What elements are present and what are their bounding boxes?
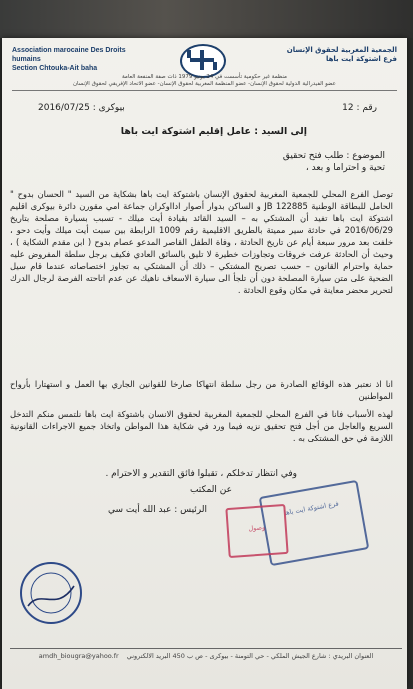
arrival-stamp-red <box>225 504 288 558</box>
association-stamp-circle <box>16 558 86 628</box>
stamp-red-text: وصول <box>248 523 266 533</box>
letter-page <box>2 38 407 689</box>
logo-bar <box>213 62 217 70</box>
header-affiliations <box>12 74 397 91</box>
president-line: الرئيس : عبد الله أيت سي <box>108 505 207 515</box>
background-strip <box>0 0 413 38</box>
header-ar-name: الجمعية المغربية لحقوق الإنسان <box>286 46 397 54</box>
letter-number: رقم : 12 <box>342 103 377 113</box>
greeting: تحية و احتراما و بعد ، <box>305 163 385 173</box>
header-line-2: عضو الفيدرالية الدولية لحقوق الإنسان- عضو المنظمة المغربية لحقوق الإنسان- عضو الاتحاد الإفريقي لحقوق الإنسان <box>73 81 336 87</box>
logo-bar <box>190 58 214 62</box>
header-fr-section: Section Chtouka-Ait baha <box>12 65 98 72</box>
subject-line: الموضوع : طلب فتح تحقيق <box>282 151 385 161</box>
header-fr-name: Association marocaine Des Droits humains <box>12 47 126 63</box>
body-paragraph-2: انا اذ نعتبر هذه الوقائع الصادرة من رجل سلطة انتهاكا صارخا للقوانين الجاري بها العمل و استهتارا بأرواح المواطنين <box>10 379 393 401</box>
stamp-blue-text: فرع اشتوكة ايت باها <box>283 499 340 517</box>
footer-email: amdh_biougra@yahoo.fr <box>38 652 119 660</box>
letter-date: بيوكرى : 2016/07/25 <box>38 103 125 113</box>
logo-bar <box>187 50 191 58</box>
header-ar-section: فرع اشتوكة ايت باها <box>325 55 397 63</box>
footer-address <box>10 648 402 660</box>
header-line-1: منظمة غير حكومية تأسست في 24 يونيو 1979 ذات صفة المنفعة العامة <box>121 74 288 80</box>
body-paragraph-1: توصل الفرع المحلي للجمعية المغربية لحقوق الإنسان باشتوكة ايت باها بشكاية من السيد " الحسان بدوح " الحامل للبطاقة الوطنية JB 122885 و الساكن بدوار أصوار ادااوكران جماعة امي مقورن دائرة بيوكرى اقليم اشتوكة ايت باها تفيد أن المشتكي به – السيد القائد بقيادة أيت ميلك - تسبب بسيارة مصلحة بتاريخ 2016/06/29 في حادثة سير مميتة بالطريق الاقليمية رقم 1009 الرابطة بين سبت أيت ميلك وأيت دحو ، خلفت بعد مرور سبعة أيام عن تاريخ الحادثة ، وفاة الطفل القاصر المدعو عصام بدوح ( ابن مقدم الشكاية ) ، وحيث أن الحادثة عرفت خروقات وتجاوزات خطيرة لا تليق بالسائق العادي فكيف برجل سلطة المفروض عليه حماية واحترام القانون – حسب تصريح المشتكي – ذلك أن المشتكي به تجاوز اختصاصاته عندما قام سيل الضحية على متن سيارة المصلحة دون أن تلجأ الى سيارة الاسعاف ناهيك عن عدم اتاحته الفرصة لرجال الدرك لتحرير محضر معاينة في مكان وقوع الحادثة . <box>10 189 393 295</box>
association-logo <box>180 44 226 78</box>
header-arabic <box>257 46 397 64</box>
header-french <box>12 46 152 73</box>
office-line: عن المكتب <box>189 485 232 495</box>
footer-address-text: العنوان البريدي : شارع الجيش الملكي - حي التومنة - بيوكرى - ص ب 450 البريد الالكتروني <box>126 652 374 660</box>
addressee: إلى السيد : عامل إقليم اشتوكة ايت باها <box>120 126 307 137</box>
closing-line: وفي انتظار تدخلكم ، تقبلوا فائق التقدير و الاحترام . <box>105 469 297 479</box>
body-paragraph-3: لهذه الأسباب فانا في الفرع المحلي للجمعية المغربية لحقوق الانسان باشتوكة ايت باها نلتمس منكم التدخل السريع والعاجل من أجل فتح تحقيق نزيه فيما ورد في شكاية هذا المواطن واتخاذ جميع الاجراءات القانونية اللازمة في حق المشتكى به . <box>10 409 393 443</box>
